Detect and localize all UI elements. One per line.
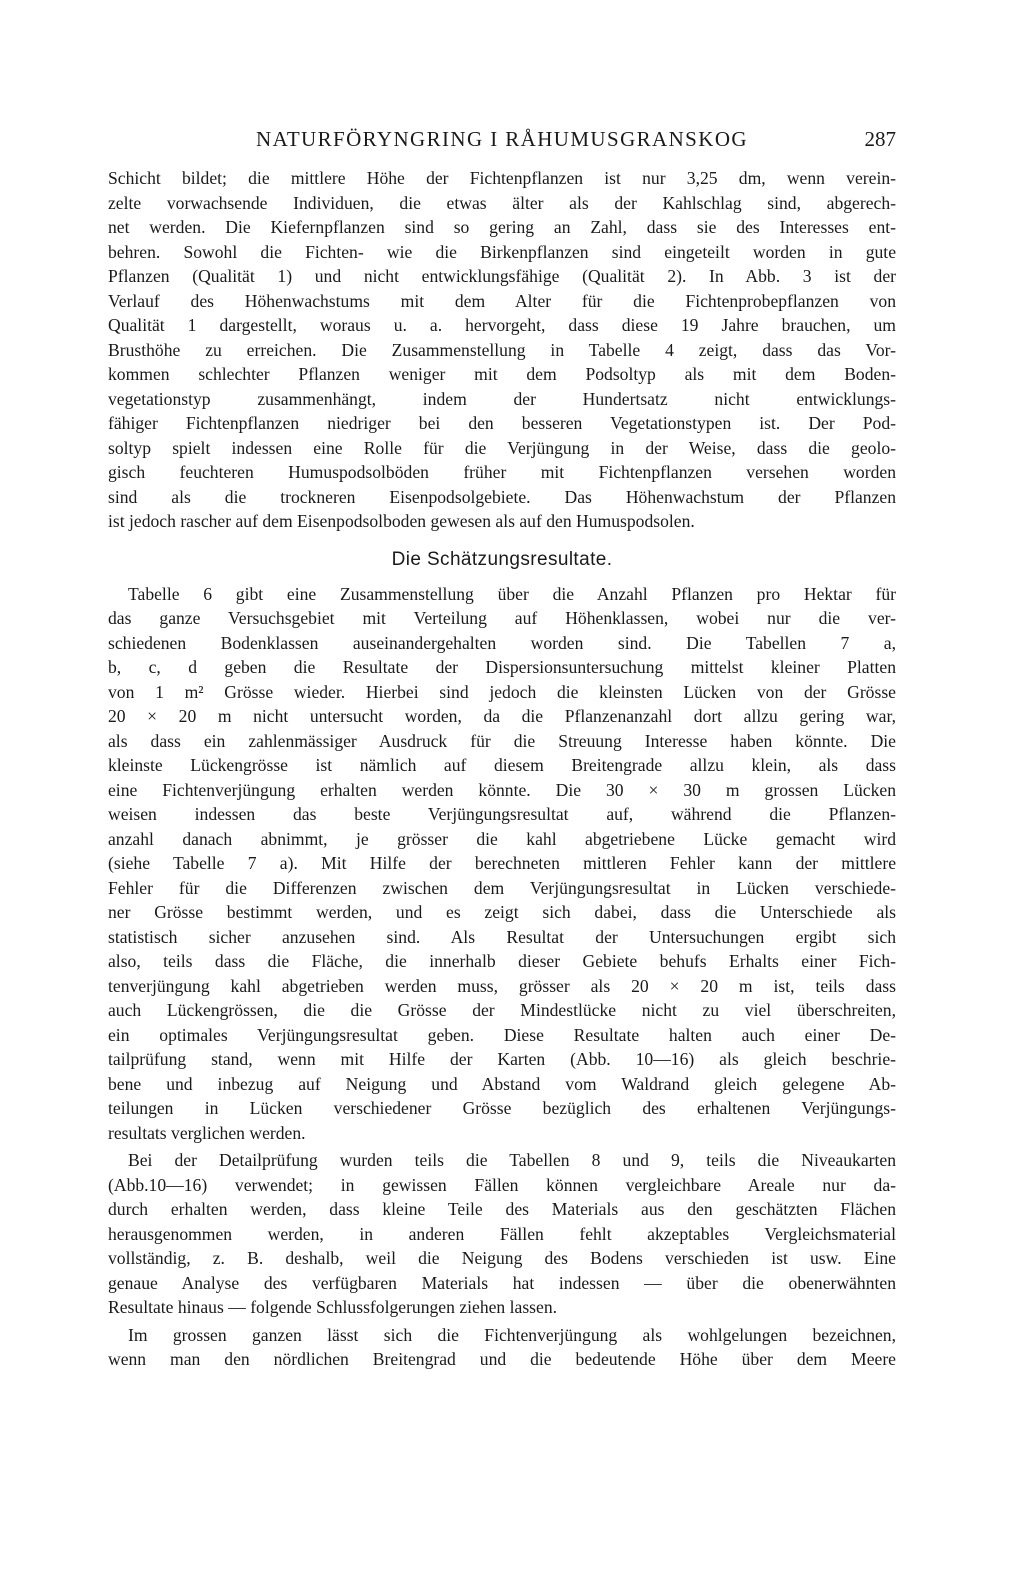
text-line: teilungen in Lücken verschiedener Grösse bezüglich des erhaltenen Verjüngungs-: [108, 1098, 896, 1118]
text-line: tenverjüngung kahl abgetrieben werden muss, grösser als 20 × 20 m ist, teils dass: [108, 975, 896, 996]
paragraph: [108, 582, 896, 1146]
text-line: (siehe Tabelle 7 a). Mit Hilfe der berechneten mittleren Fehler kann der mittlere: [108, 853, 896, 873]
text-line: tailprüfung stand, wenn mit Hilfe der Karten (Abb. 10—16) als gleich beschrie-: [108, 1049, 896, 1069]
paragraph: [108, 1148, 896, 1320]
text-line: anzahl danach abnimmt, je grösser die kahl abgetriebene Lücke gemacht wird: [108, 828, 896, 849]
text-line: bene und inbezug auf Neigung und Abstand vom Waldrand gleich gelegene Ab-: [108, 1073, 896, 1094]
section-heading: Die Schätzungsresultate.: [391, 548, 613, 570]
text-line: das ganze Versuchsgebiet mit Verteilung auf Höhenklassen, wobei nur die ver-: [108, 608, 896, 628]
text-line: kleinste Lückengrösse ist nämlich auf diesem Breitengrade allzu klein, als dass: [108, 755, 896, 775]
text-line: als dass ein zahlenmässiger Ausdruck für die Streuung Interesse haben könnte. Die: [108, 730, 896, 751]
text-line: Bei der Detailprüfung wurden teils die Tabellen 8 und 9, teils die Niveaukarten: [128, 1150, 896, 1170]
text-line: b, c, d geben die Resultate der Dispersionsuntersuchung mittelst kleiner Platten: [108, 657, 896, 677]
text-line: vegetationstyp zusammenhängt, indem der Hundertsatz nicht entwicklungs-: [108, 388, 896, 409]
text-line: sind als die trockneren Eisenpodsolgebiete. Das Höhenwachstum der Pflanzen: [108, 486, 896, 507]
text-line: Pflanzen (Qualität 1) und nicht entwicklungsfähige (Qualität 2). In Abb. 3 ist der: [108, 266, 896, 286]
body-text: [108, 166, 896, 1372]
text-line: auch Lückengrössen, die die Grösse der Mindestlücke nicht zu viel überschreiten,: [108, 1000, 896, 1020]
text-line: soltyp spielt indessen eine Rolle für die Verjüngung in der Weise, dass die geolo-: [108, 437, 896, 458]
text-line: ner Grösse bestimmt werden, und es zeigt sich dabei, dass die Unterschiede als: [108, 902, 896, 922]
text-line: schiedenen Bodenklassen auseinandergehalten worden sind. Die Tabellen 7 a,: [108, 632, 896, 653]
text-line: gisch feuchteren Humuspodsolböden früher mit Fichtenpflanzen versehen worden: [108, 462, 896, 482]
text-line: ist jedoch rascher auf dem Eisenpodsolboden gewesen als auf den Humuspodsolen.: [108, 511, 695, 531]
text-line: vollständig, z. B. deshalb, weil die Neigung des Bodens verschieden ist usw. Eine: [108, 1248, 896, 1268]
text-line: Verlauf des Höhenwachstums mit dem Alter für die Fichtenprobepflanzen von: [108, 290, 896, 311]
text-line: resultats verglichen werden.: [108, 1122, 306, 1143]
text-line: 20 × 20 m nicht untersucht worden, da die Pflanzenanzahl dort allzu gering war,: [108, 706, 896, 726]
text-line: zelte vorwachsende Individuen, die etwas älter als der Kahlschlag sind, abgerech-: [108, 192, 896, 213]
text-line: (Abb.10—16) verwendet; in gewissen Fällen können vergleichbare Areale nur da-: [108, 1174, 896, 1195]
text-line: fähiger Fichtenpflanzen niedriger bei den besseren Vegetationstypen ist. Der Pod-: [108, 413, 896, 433]
text-line: von 1 m² Grösse wieder. Hierbei sind jedoch die kleinsten Lücken von der Grösse: [108, 681, 896, 702]
text-line: also, teils dass die Fläche, die innerhalb dieser Gebiete behufs Erhalts einer Fich-: [108, 951, 896, 971]
text-line: kommen schlechter Pflanzen weniger mit dem Podsoltyp als mit dem Boden-: [108, 364, 896, 384]
text-line: Qualität 1 dargestellt, woraus u. a. hervorgeht, dass diese 19 Jahre brauchen, um: [108, 315, 896, 335]
running-header: [108, 124, 896, 154]
text-line: genaue Analyse des verfügbaren Materials hat indessen — über die obenerwähnten: [108, 1272, 896, 1293]
text-line: ein optimales Verjüngungsresultat geben. Diese Resultate halten auch einer De-: [108, 1024, 896, 1045]
text-line: Fehler für die Differenzen zwischen dem Verjüngungsresultat in Lücken verschiede-: [108, 877, 896, 898]
paragraph: [108, 1323, 896, 1372]
page: [108, 0, 896, 1571]
text-line: durch erhalten werden, dass kleine Teile des Materials aus den geschätzten Flächen: [108, 1199, 896, 1219]
text-line: Brusthöhe zu erreichen. Die Zusammenstellung in Tabelle 4 zeigt, dass das Vor-: [108, 339, 896, 360]
text-line: Tabelle 6 gibt eine Zusammenstellung über die Anzahl Pflanzen pro Hektar für: [128, 583, 896, 604]
text-line: herausgenommen werden, in anderen Fällen fehlt akzeptables Vergleichsmaterial: [108, 1223, 896, 1244]
text-line: net werden. Die Kiefernpflanzen sind so gering an Zahl, dass sie des Interesses ent-: [108, 217, 896, 237]
paragraph-continued: [108, 166, 896, 534]
text-line: Im grossen ganzen lässt sich die Fichtenverjüngung als wohlgelungen bezeichnen,: [128, 1324, 896, 1345]
text-line: Schicht bildet; die mittlere Höhe der Fichtenpflanzen ist nur 3,25 dm, wenn verein-: [108, 168, 896, 188]
running-title: NATURFÖRYNGRING I RÅHUMUSGRANSKOG: [256, 127, 748, 151]
text-line: wenn man den nördlichen Breitengrad und die bedeutende Höhe über dem Meere: [108, 1349, 896, 1369]
text-line: eine Fichtenverjüngung erhalten werden könnte. Die 30 × 30 m grossen Lücken: [108, 779, 896, 800]
text-line: behren. Sowohl die Fichten- wie die Birkenpflanzen sind eingeteilt worden in gute: [108, 241, 896, 262]
page-number: 287: [864, 127, 896, 151]
text-line: Resultate hinaus — folgende Schlussfolgerungen ziehen lassen.: [108, 1297, 558, 1317]
text-line: weisen indessen das beste Verjüngungsresultat auf, während die Pflanzen-: [108, 804, 896, 824]
text-line: statistisch sicher anzusehen sind. Als Resultat der Untersuchungen ergibt sich: [108, 926, 896, 947]
